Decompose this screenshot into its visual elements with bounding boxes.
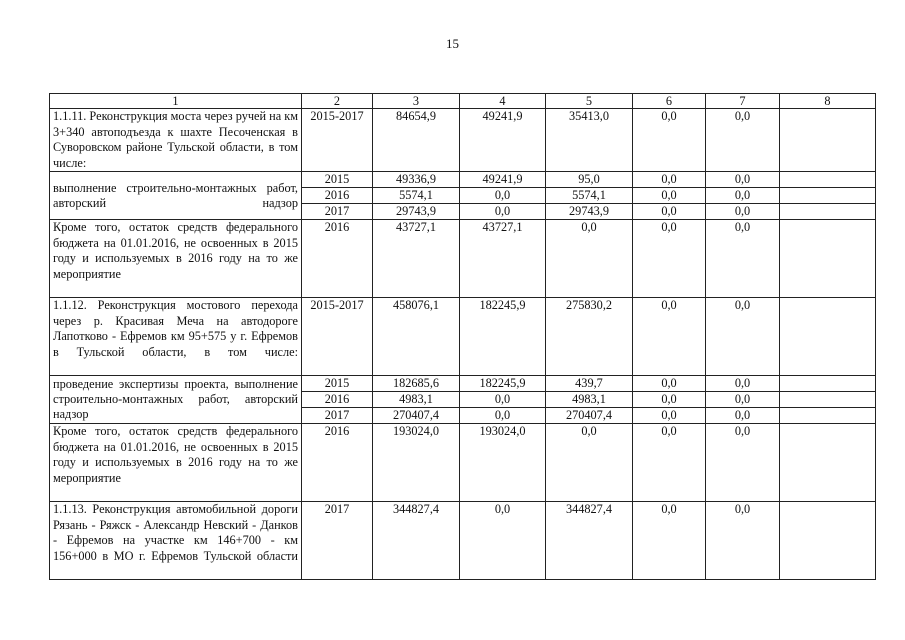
value-cell: 0,0 <box>706 502 780 580</box>
value-cell: 0,0 <box>460 188 546 204</box>
value-cell <box>780 172 876 188</box>
remainder-label: Кроме того, остаток средств федерального бюджета на 01.01.2016, не освоенных в 2015 году и используемых в 2016 году на то же мероприятие <box>50 424 302 502</box>
value-cell: 43727,1 <box>373 220 460 298</box>
value-cell: 0,0 <box>706 376 780 392</box>
value-cell: 0,0 <box>706 220 780 298</box>
column-header: 4 <box>460 94 546 109</box>
value-cell: 0,0 <box>633 109 706 172</box>
value-cell: 0,0 <box>706 204 780 220</box>
value-cell: 0,0 <box>706 392 780 408</box>
value-cell: 344827,4 <box>373 502 460 580</box>
value-cell: 0,0 <box>633 298 706 376</box>
table-row <box>50 220 876 298</box>
value-cell <box>780 220 876 298</box>
value-cell: 270407,4 <box>546 408 633 424</box>
value-cell: 182245,9 <box>460 298 546 376</box>
value-cell: 29743,9 <box>373 204 460 220</box>
value-cell: 458076,1 <box>373 298 460 376</box>
sub-label: проведение экспертизы проекта, выполнение строительно-монтажных работ, авторский надзор <box>50 376 302 424</box>
year-cell: 2016 <box>302 220 373 298</box>
value-cell: 193024,0 <box>373 424 460 502</box>
table-row <box>50 424 876 502</box>
value-cell: 4983,1 <box>546 392 633 408</box>
table-row <box>50 109 876 172</box>
value-cell: 0,0 <box>633 204 706 220</box>
value-cell: 193024,0 <box>460 424 546 502</box>
value-cell: 0,0 <box>546 220 633 298</box>
value-cell <box>780 424 876 502</box>
sub-label: выполнение строительно-монтажных работ, авторский надзор <box>50 172 302 220</box>
column-header: 6 <box>633 94 706 109</box>
value-cell: 84654,9 <box>373 109 460 172</box>
value-cell: 270407,4 <box>373 408 460 424</box>
value-cell: 0,0 <box>633 188 706 204</box>
budget-table <box>49 93 876 580</box>
year-cell: 2015 <box>302 172 373 188</box>
value-cell: 0,0 <box>633 220 706 298</box>
table-row <box>50 376 876 392</box>
value-cell <box>780 408 876 424</box>
value-cell <box>780 109 876 172</box>
item-title: 1.1.13. Реконструкция автомобильной дороги Рязань - Ряжск - Александр Невский - Данков - Ефремов на участке км 146+700 - км 156+000 в МО г. Ефремов Тульской области <box>50 502 302 580</box>
column-header: 2 <box>302 94 373 109</box>
value-cell: 95,0 <box>546 172 633 188</box>
table-row <box>50 172 876 188</box>
value-cell: 0,0 <box>706 408 780 424</box>
value-cell: 0,0 <box>633 502 706 580</box>
value-cell <box>780 376 876 392</box>
column-header: 3 <box>373 94 460 109</box>
year-cell: 2016 <box>302 392 373 408</box>
value-cell: 29743,9 <box>546 204 633 220</box>
column-header: 1 <box>50 94 302 109</box>
value-cell: 49241,9 <box>460 109 546 172</box>
value-cell: 43727,1 <box>460 220 546 298</box>
period-cell: 2015-2017 <box>302 109 373 172</box>
period-cell: 2017 <box>302 502 373 580</box>
value-cell: 4983,1 <box>373 392 460 408</box>
value-cell: 0,0 <box>633 392 706 408</box>
year-cell: 2016 <box>302 188 373 204</box>
year-cell: 2015 <box>302 376 373 392</box>
value-cell: 0,0 <box>460 408 546 424</box>
value-cell: 0,0 <box>633 424 706 502</box>
value-cell: 275830,2 <box>546 298 633 376</box>
value-cell: 35413,0 <box>546 109 633 172</box>
table-row <box>50 502 876 580</box>
value-cell: 0,0 <box>633 376 706 392</box>
value-cell <box>780 392 876 408</box>
item-title: 1.1.11. Реконструкция моста через ручей на км 3+340 автоподъезда к шахте Песоченская в Суворовском районе Тульской области, в том числе: <box>50 109 302 172</box>
table-row <box>50 298 876 376</box>
column-header-row <box>50 94 876 109</box>
value-cell: 0,0 <box>706 172 780 188</box>
column-header: 8 <box>780 94 876 109</box>
value-cell <box>780 502 876 580</box>
value-cell: 182685,6 <box>373 376 460 392</box>
value-cell: 5574,1 <box>546 188 633 204</box>
value-cell: 0,0 <box>460 204 546 220</box>
year-cell: 2017 <box>302 204 373 220</box>
value-cell: 0,0 <box>460 392 546 408</box>
value-cell: 0,0 <box>460 502 546 580</box>
column-header: 5 <box>546 94 633 109</box>
value-cell: 182245,9 <box>460 376 546 392</box>
item-title: 1.1.12. Реконструкция мостового перехода через р. Красивая Меча на автодороге Лапотково - Ефремов км 95+575 у г. Ефремов в Тульской области, в том числе: <box>50 298 302 376</box>
remainder-label: Кроме того, остаток средств федерального бюджета на 01.01.2016, не освоенных в 2015 году и используемых в 2016 году на то же мероприятие <box>50 220 302 298</box>
value-cell <box>780 188 876 204</box>
value-cell: 0,0 <box>706 188 780 204</box>
value-cell: 0,0 <box>706 109 780 172</box>
value-cell: 0,0 <box>706 298 780 376</box>
year-cell: 2016 <box>302 424 373 502</box>
page-number: 15 <box>446 36 459 51</box>
value-cell: 0,0 <box>546 424 633 502</box>
value-cell: 0,0 <box>633 172 706 188</box>
value-cell: 344827,4 <box>546 502 633 580</box>
value-cell: 5574,1 <box>373 188 460 204</box>
year-cell: 2017 <box>302 408 373 424</box>
period-cell: 2015-2017 <box>302 298 373 376</box>
value-cell: 0,0 <box>633 408 706 424</box>
value-cell: 49336,9 <box>373 172 460 188</box>
value-cell <box>780 298 876 376</box>
value-cell <box>780 204 876 220</box>
value-cell: 439,7 <box>546 376 633 392</box>
value-cell: 0,0 <box>706 424 780 502</box>
value-cell: 49241,9 <box>460 172 546 188</box>
column-header: 7 <box>706 94 780 109</box>
